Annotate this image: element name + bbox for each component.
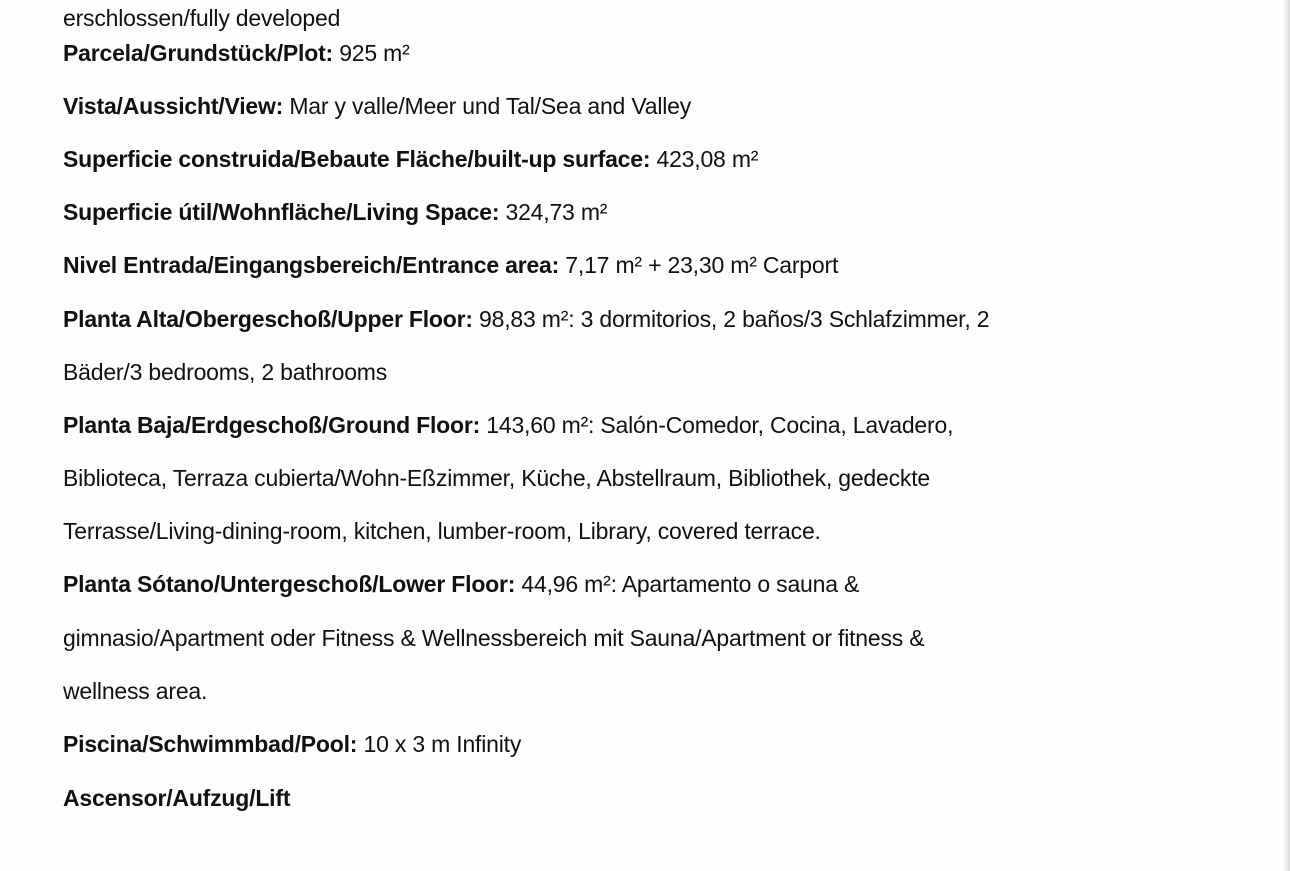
lower-floor-line <box>63 569 859 599</box>
lift-line <box>63 783 290 813</box>
line-value: Terrasse/Living-dining-room, kitchen, lumber-room, Library, covered terrace. <box>63 518 821 544</box>
line-value: 44,96 m²: Apartamento o sauna & <box>515 571 860 597</box>
ground-floor-line <box>63 410 953 440</box>
living-space-line <box>63 197 607 227</box>
view-line <box>63 91 691 121</box>
line-value: erschlossen/fully developed <box>63 5 341 31</box>
ground-floor-continuation <box>63 463 930 493</box>
line-label: Planta Sótano/Untergeschoß/Lower Floor: <box>63 571 516 597</box>
upper-floor-line <box>63 304 989 334</box>
text-line <box>63 3 340 33</box>
line-value: 143,60 m²: Salón-Comedor, Cocina, Lavadero, <box>480 412 954 438</box>
line-label: Superficie útil/Wohnfläche/Living Space: <box>63 199 500 225</box>
line-value: Biblioteca, Terraza cubierta/Wohn-Eßzimmer, Küche, Abstellraum, Bibliothek, gedeckte <box>63 465 930 491</box>
line-label: Nivel Entrada/Eingangsbereich/Entrance area: <box>63 252 560 278</box>
line-value: 324,73 m² <box>499 199 608 225</box>
lower-floor-continuation <box>63 676 207 706</box>
line-label: Vista/Aussicht/View: <box>63 93 284 119</box>
line-label: Superficie construida/Bebaute Fläche/built-up surface: <box>63 146 651 172</box>
upper-floor-continuation <box>63 357 387 387</box>
line-label: Planta Baja/Erdgeschoß/Ground Floor: <box>63 412 481 438</box>
line-value: wellness area. <box>63 678 208 704</box>
plot-line <box>63 38 410 68</box>
ground-floor-continuation <box>63 516 821 546</box>
line-value: Bäder/3 bedrooms, 2 bathrooms <box>63 359 388 385</box>
line-label: Piscina/Schwimmbad/Pool: <box>63 731 358 757</box>
line-label: Ascensor/Aufzug/Lift <box>63 785 291 811</box>
built-up-surface-line <box>63 144 758 174</box>
line-value: 925 m² <box>333 40 410 66</box>
line-label: Planta Alta/Obergeschoß/Upper Floor: <box>63 306 473 332</box>
line-label: Parcela/Grundstück/Plot: <box>63 40 333 66</box>
line-value: 98,83 m²: 3 dormitorios, 2 baños/3 Schlafzimmer, 2 <box>472 306 990 332</box>
line-value: 423,08 m² <box>650 146 759 172</box>
lower-floor-continuation <box>63 623 924 653</box>
line-value: 7,17 m² + 23,30 m² Carport <box>559 252 839 278</box>
page-edge-shadow <box>1284 0 1290 871</box>
line-value: 10 x 3 m Infinity <box>357 731 522 757</box>
entrance-area-line <box>63 250 838 280</box>
pool-line <box>63 729 521 759</box>
line-value: gimnasio/Apartment oder Fitness & Wellnessbereich mit Sauna/Apartment or fitness & <box>63 625 925 651</box>
line-value: Mar y valle/Meer und Tal/Sea and Valley <box>283 93 692 119</box>
